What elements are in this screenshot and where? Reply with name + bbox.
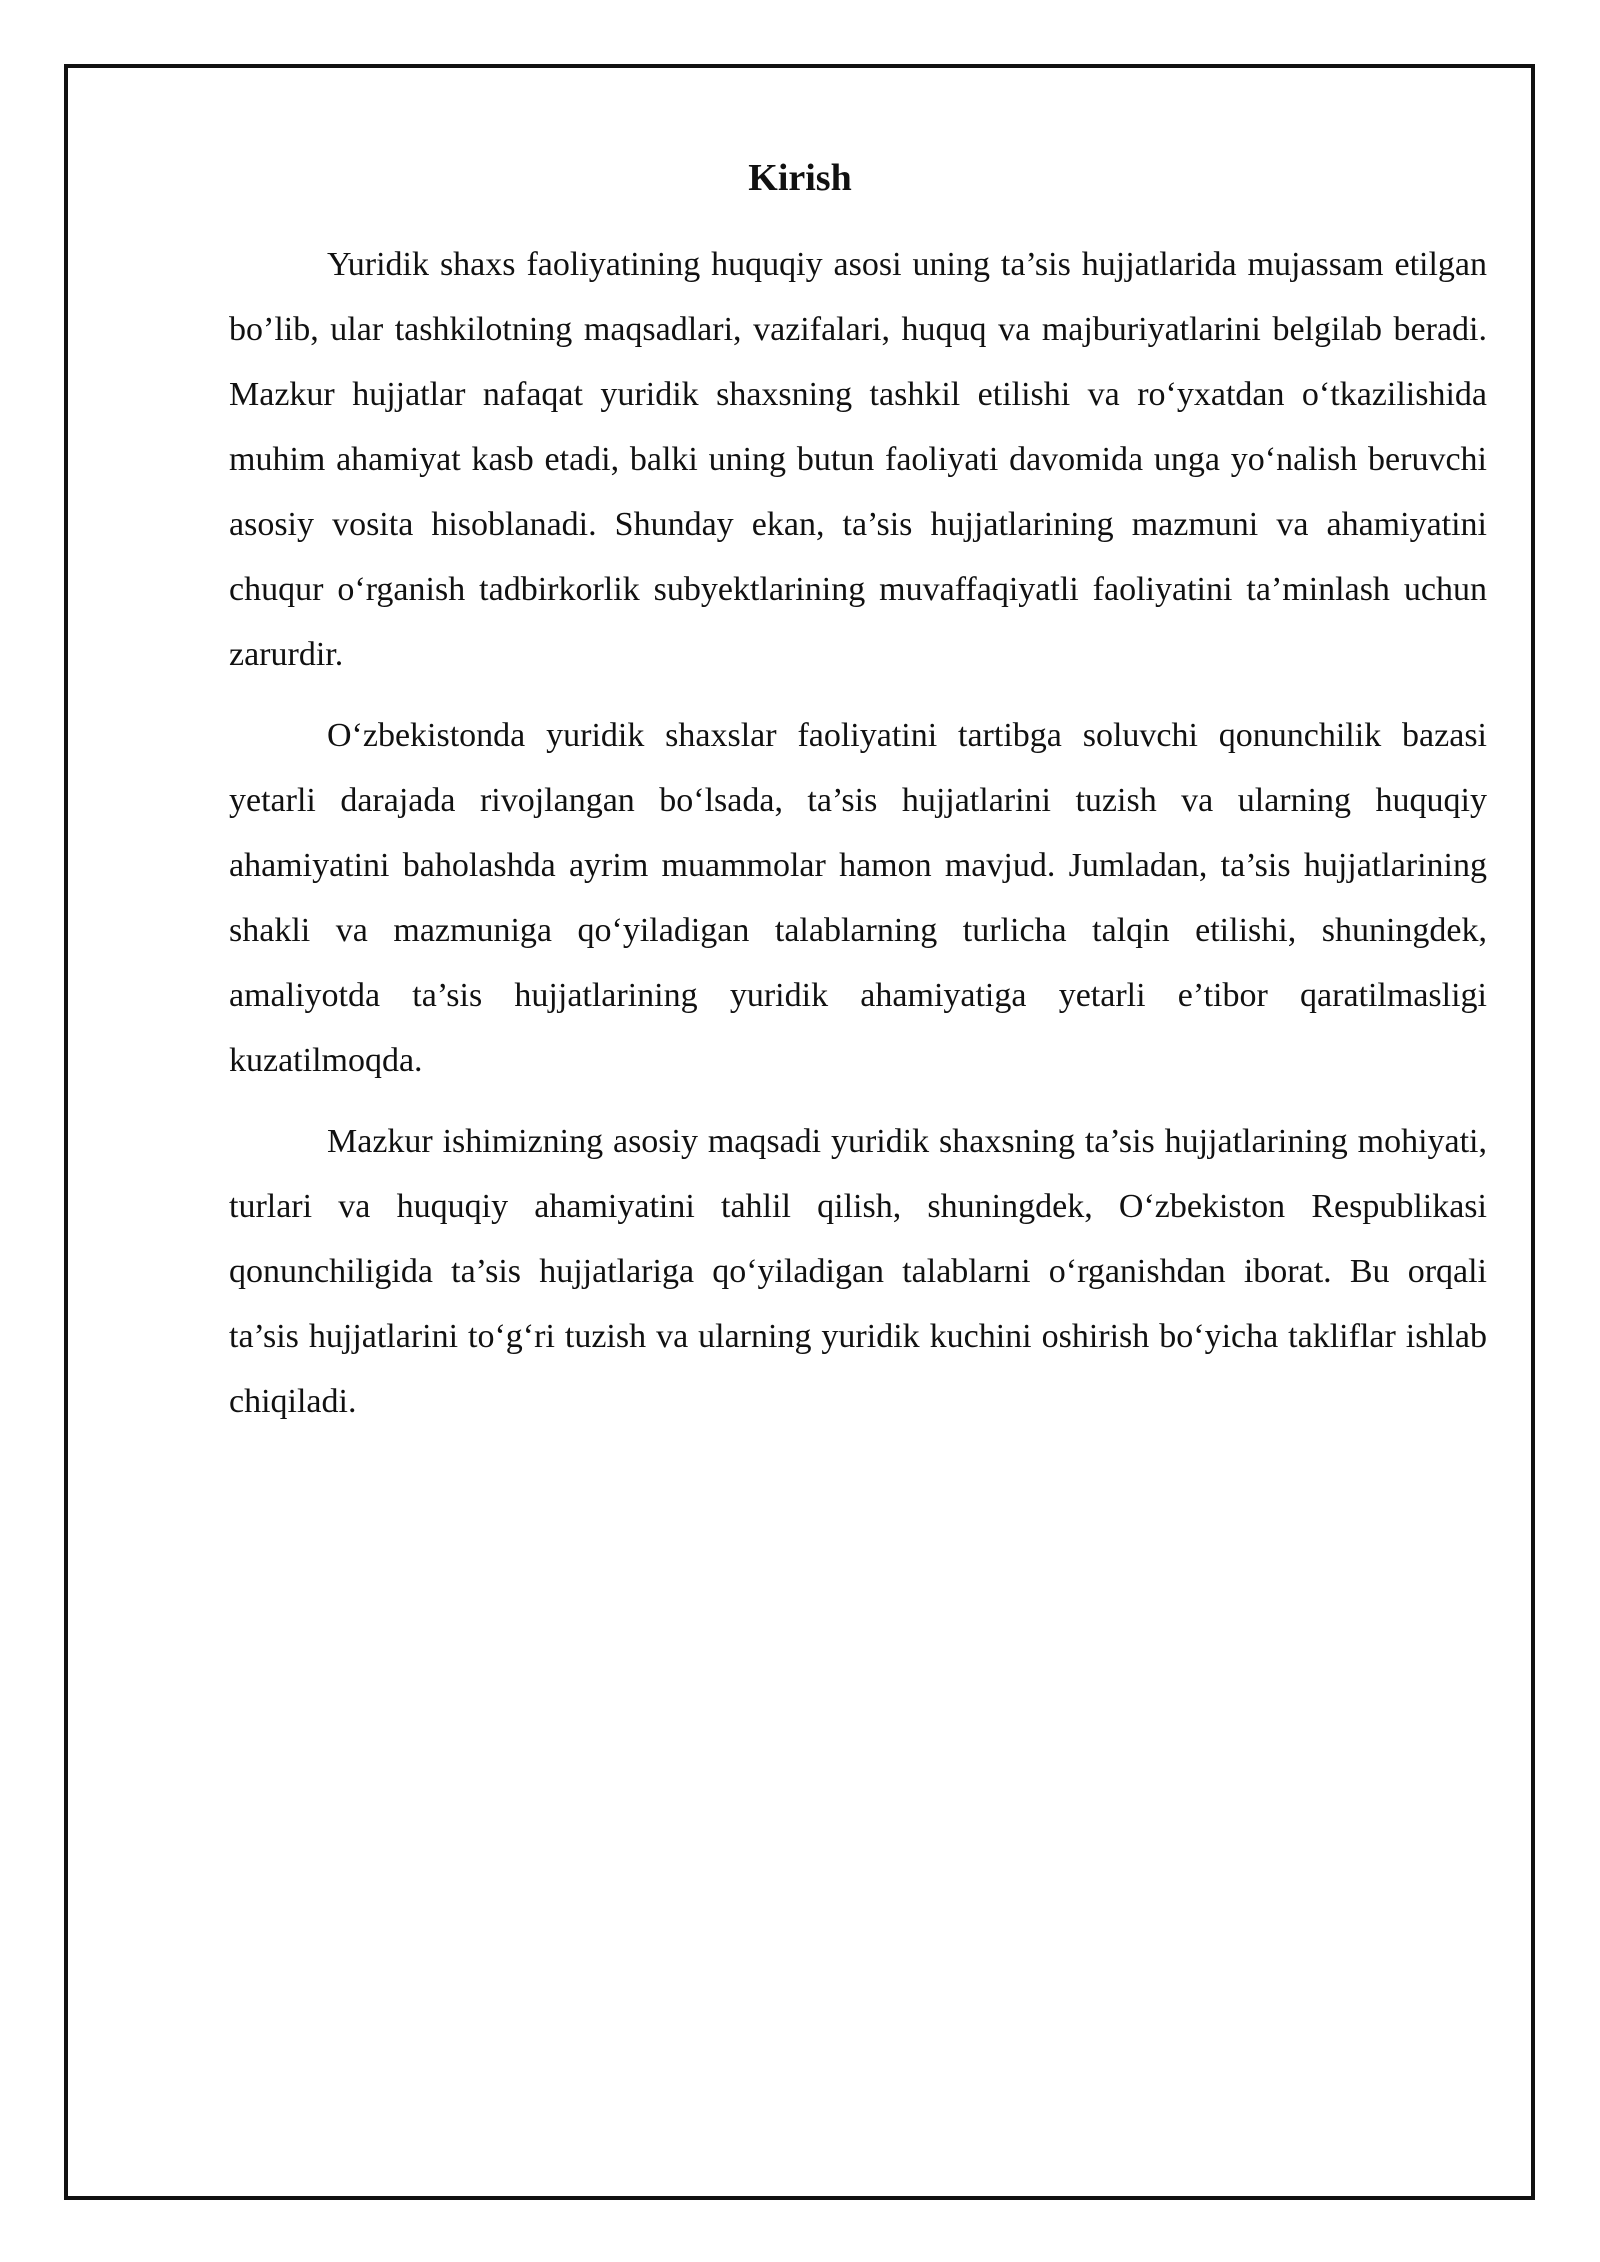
page-title: Kirish	[748, 157, 852, 199]
paragraph: Yuridik shaxs faoliyatining huquqiy asosi uning ta’sis hujjatlarida mujassam etilgan bo’lib, ular tashkilotning maqsadlari, vazifalari, huquq va majburiyatlarini belgilab beradi. Mazkur hujjatlar nafaqat yuridik shaxsning tashkil etilishi va ro‘yxatdan o‘tkazilishida muhim ahamiyat kasb etadi, balki uning butun faoliyati davomida unga yo‘nalish beruvchi asosiy vosita hisoblanadi. Shunday ekan, ta’sis hujjatlarining mazmuni va ahamiyatini chuqur o‘rganish tadbirkorlik subyektlarining muvaffaqiyatli faoliyatini ta’minlash uchun zarurdir.	[229, 246, 1487, 673]
document-body	[229, 232, 1487, 1450]
paragraph: O‘zbekistonda yuridik shaxslar faoliyatini tartibga soluvchi qonunchilik bazasi yetarli darajada rivojlangan bo‘lsada, ta’sis hujjatlarini tuzish va ularning huquqiy ahamiyatini baholashda ayrim muammolar hamon mavjud. Jumladan, ta’sis hujjatlarining shakli va mazmuniga qo‘yiladigan talablarning turlicha talqin etilishi, shuningdek, amaliyotda ta’sis hujjatlarining yuridik ahamiyatiga yetarli e’tibor qaratilmasligi kuzatilmoqda.	[229, 717, 1487, 1079]
paragraph: Mazkur ishimizning asosiy maqsadi yuridik shaxsning ta’sis hujjatlarining mohiyati, turlari va huquqiy ahamiyatini tahlil qilish, shuningdek, O‘zbekiston Respublikasi qonunchiligida ta’sis hujjatlariga qo‘yiladigan talablarni o‘rganishdan iborat. Bu orqali ta’sis hujjatlarini to‘g‘ri tuzish va ularning yuridik kuchini oshirish bo‘yicha takliflar ishlab chiqiladi.	[229, 1123, 1487, 1420]
